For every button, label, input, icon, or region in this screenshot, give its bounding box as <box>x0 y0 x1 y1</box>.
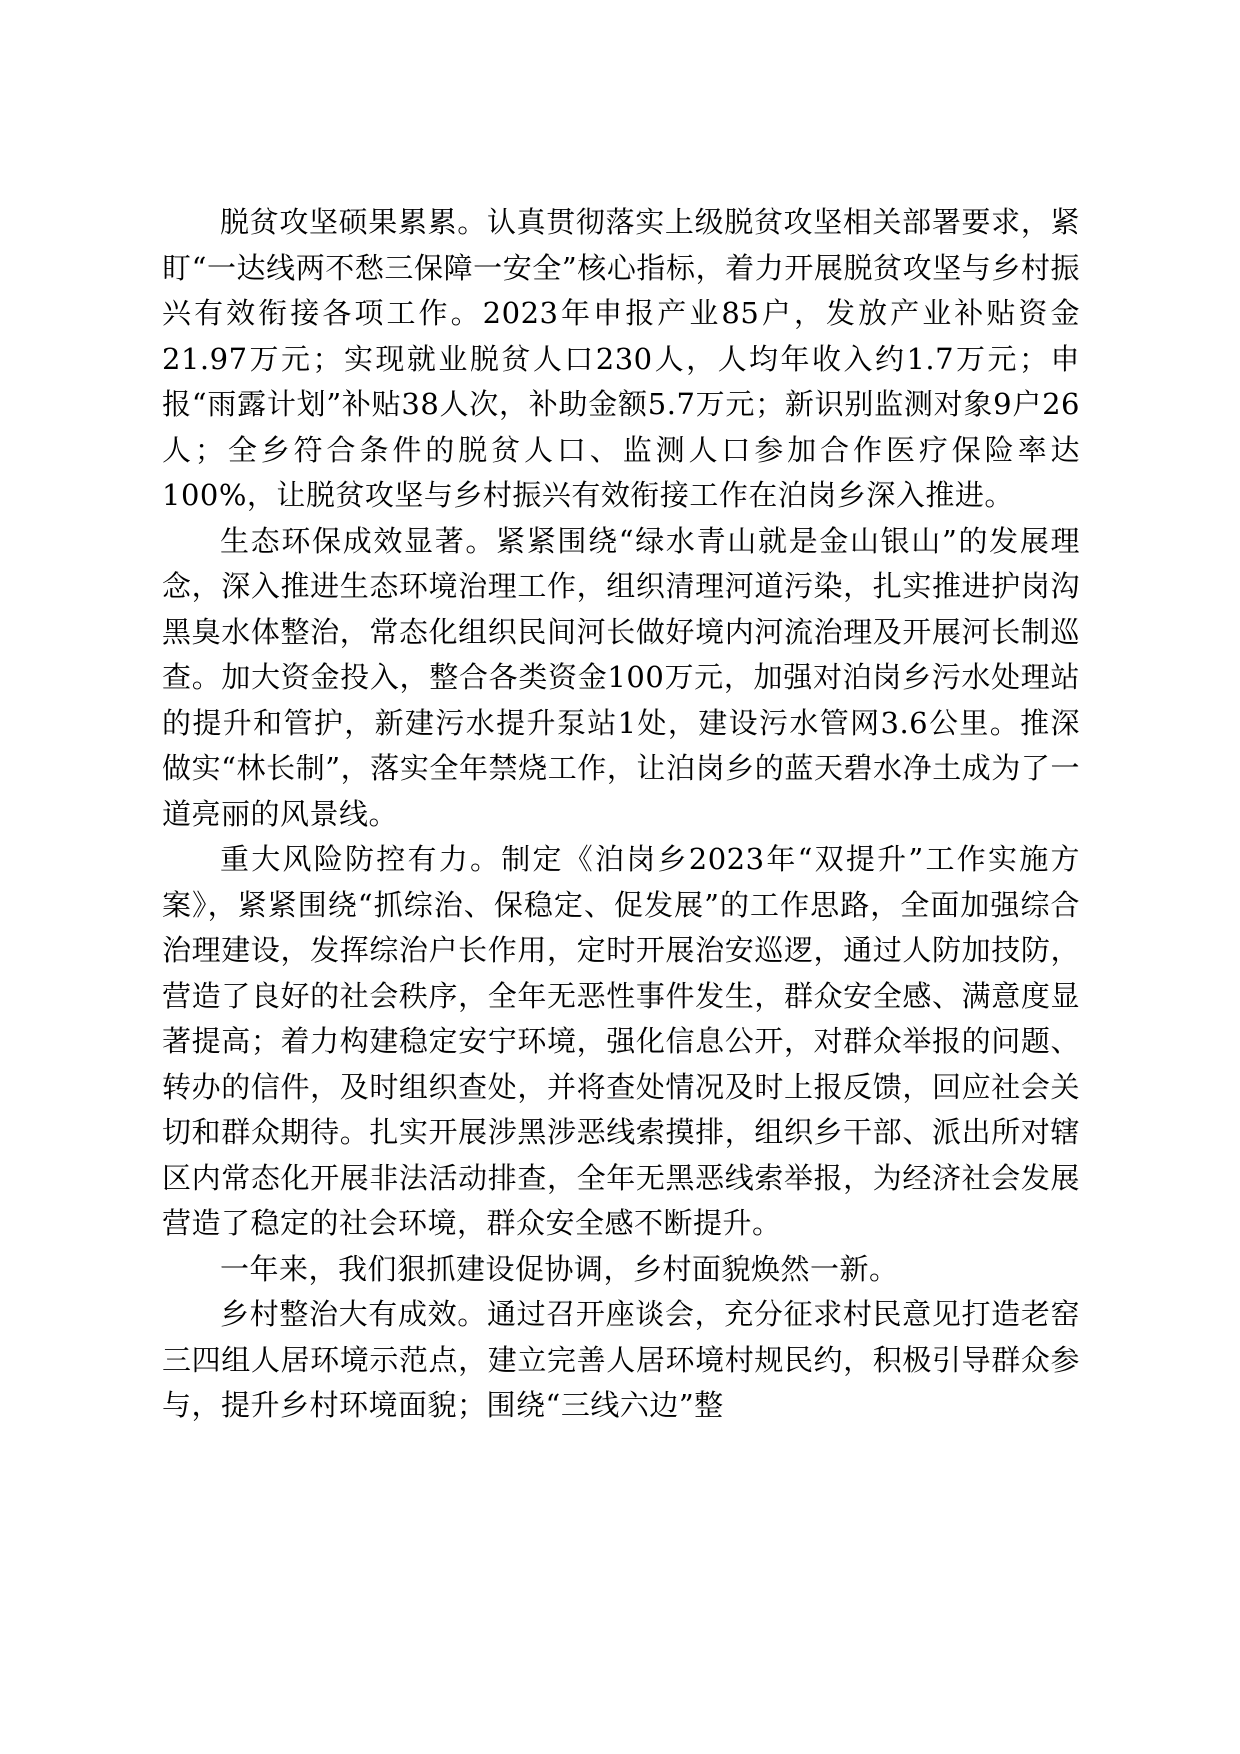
paragraph-rural-renovation: 乡村整治大有成效。通过召开座谈会，充分征求村民意见打造老窑三四组人居环境示范点，建立完善人居环境村规民约，积极引导群众参与，提升乡村环境面貌；围绕“三线六边”整 <box>162 1297 1080 1422</box>
document-page <box>162 200 1080 1429</box>
paragraph-year-summary: 一年来，我们狠抓建设促协调，乡村面貌焕然一新。 <box>220 1251 899 1286</box>
paragraph-poverty-alleviation: 脱贫攻坚硕果累累。认真贯彻落实上级脱贫攻坚相关部署要求，紧盯“一达线两不愁三保障一安全”核心指标，着力开展脱贫攻坚与乡村振兴有效衔接各项工作。2023年申报产业85户，发放产业补贴资金21.97万元；实现就业脱贫人口230人，人均年收入约1.7万元；申报“雨露计划”补贴38人次，补助金额5.7万元；新识别监测对象9户26人；全乡符合条件的脱贫人口、监测人口参加合作医疗保险率达100%，让脱贫攻坚与乡村振兴有效衔接工作在泊岗乡深入推进。 <box>162 205 1080 512</box>
paragraph-ecology-environment: 生态环保成效显著。紧紧围绕“绿水青山就是金山银山”的发展理念，深入推进生态环境治理工作，组织清理河道污染，扎实推进护岗沟黑臭水体整治，常态化组织民间河长做好境内河流治理及开展河长制巡查。加大资金投入，整合各类资金100万元，加强对泊岗乡污水处理站的提升和管护，新建污水提升泵站1处，建设污水管网3.6公里。推深做实“林长制”，落实全年禁烧工作，让泊岗乡的蓝天碧水净土成为了一道亮丽的风景线。 <box>162 523 1080 831</box>
paragraph-risk-control: 重大风险防控有力。制定《泊岗乡2023年“双提升”工作实施方案》，紧紧围绕“抓综治、保稳定、促发展”的工作思路，全面加强综合治理建设，发挥综治户长作用，定时开展治安巡逻，通过人防加技防，营造了良好的社会秩序，全年无恶性事件发生，群众安全感、满意度显著提高；着力构建稳定安宁环境，强化信息公开，对群众举报的问题、转办的信件，及时组织查处，并将查处情况及时上报反馈，回应社会关切和群众期待。扎实开展涉黑涉恶线索摸排，组织乡干部、派出所对辖区内常态化开展非法活动排查，全年无黑恶线索举报，为经济社会发展营造了稳定的社会环境，群众安全感不断提升。 <box>162 842 1080 1240</box>
